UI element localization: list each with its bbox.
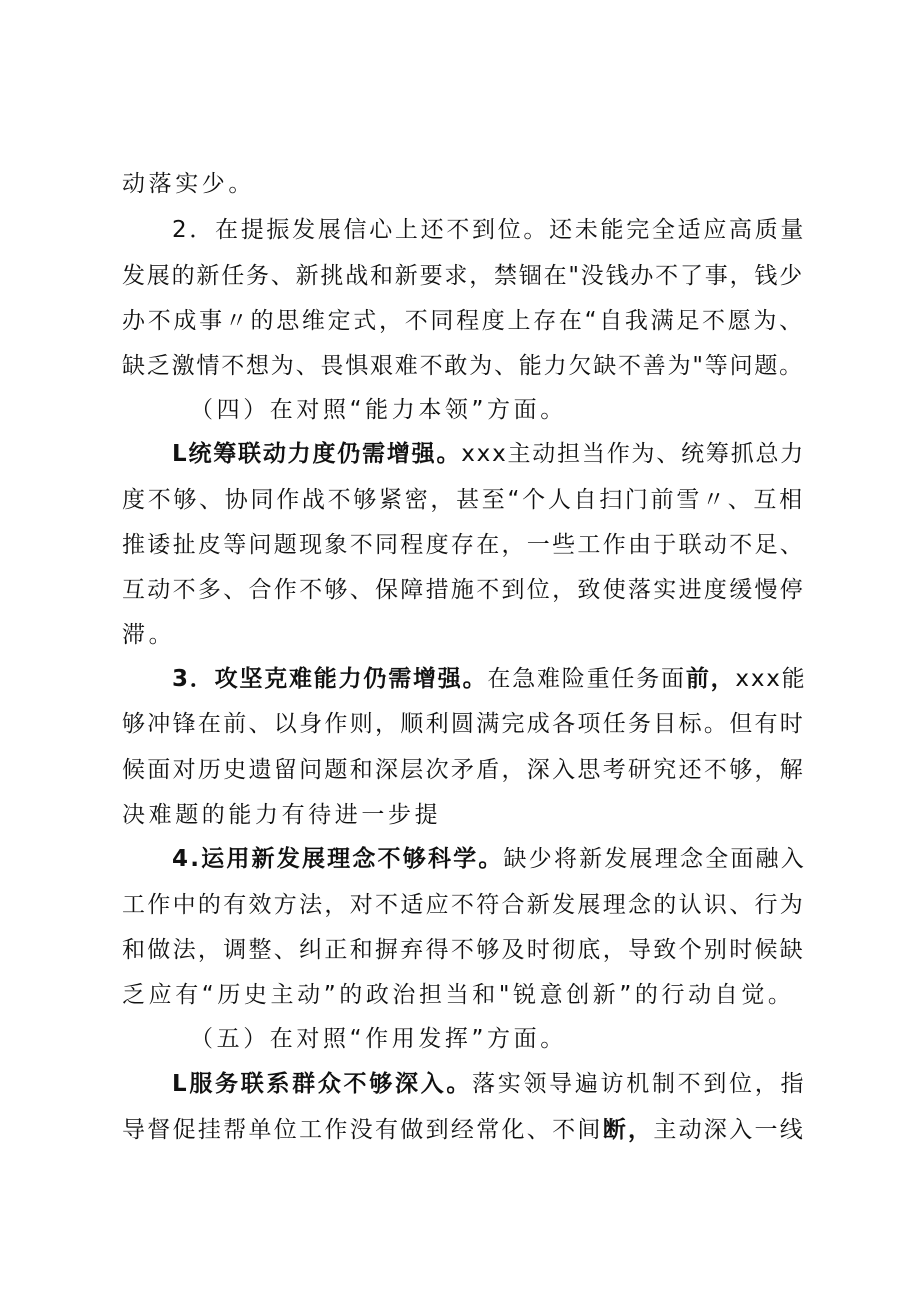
item-title: 3．攻坚克难能力仍需增强。 (172, 666, 488, 692)
text-line: 滞。 (122, 622, 176, 648)
text-line: 度不够、协同作战不够紧密，甚至“个人自扫门前雪〃、互相 (122, 487, 805, 513)
bold-text: 前， (685, 666, 736, 692)
text-line: 够冲锋在前、以身作则，顺利圆满完成各项任务目标。但有时 (122, 711, 806, 737)
text-line: 在急难险重任务面 (487, 666, 686, 692)
paragraph-item-1-line-1 (172, 439, 806, 469)
text-line: 2．在提振发展信心上还不到位。还未能完全适应高质量 (172, 217, 807, 243)
section-heading-4 (190, 395, 790, 425)
text-line: 动落实少。 (122, 171, 255, 197)
paragraph-item-4-line-1 (172, 844, 806, 874)
text-line: 缺少将新发展理念全面融入 (503, 846, 806, 872)
item-title: L统筹联动力度仍需增强。 (172, 441, 462, 467)
text-line: 工作中的有效方法，对不适应不符合新发展理念的认识、行为 (122, 892, 806, 918)
paragraph-continuation (122, 169, 802, 199)
text-line: 推诿扯皮等问题现象不同程度存在，一些工作由于联动不足、 (122, 532, 806, 558)
paragraph-item-3-line-4 (122, 800, 802, 830)
text-line: 导督促挂帮单位工作没有做到经常化、不间 (122, 1117, 603, 1143)
paragraph-item-2-line-1 (172, 215, 807, 245)
paragraph-item-3-line-2 (122, 709, 806, 739)
paragraph-item-5-line-2 (122, 1115, 806, 1145)
text-line: 落实领导遍访机制不到位，指 (472, 1071, 807, 1097)
paragraph-item-4-line-4 (122, 980, 802, 1010)
paragraph-item-2-line-4 (122, 351, 802, 381)
text-line: 主动深入一线 (653, 1117, 806, 1143)
heading-text: （四）在对照“能力本领”方面。 (190, 397, 567, 423)
bold-text: 断， (602, 1117, 654, 1143)
paragraph-item-3-line-3 (122, 755, 806, 785)
text-line: xxx主动担当作为、统筹抓总力 (461, 441, 806, 467)
text-line: 候面对历史遗留问题和深层次矛盾，深入思考研究还不够，解 (122, 757, 806, 783)
heading-text: （五）在对照“作用发挥”方面。 (190, 1026, 567, 1052)
paragraph-item-1-line-2 (122, 485, 805, 515)
paragraph-item-1-line-4 (122, 575, 806, 605)
text-line: 缺乏激情不想为、畏惧艰难不敢为、能力欠缺不善为"等问题。 (122, 353, 804, 379)
item-title: L服务联系群众不够深入。 (172, 1071, 473, 1097)
text-line: 发展的新任务、新挑战和新要求，禁锢在"没钱办不了事，钱少 (122, 263, 804, 289)
paragraph-item-3-line-1 (172, 664, 807, 694)
paragraph-item-1-line-5 (122, 620, 802, 650)
paragraph-item-4-line-3 (122, 935, 806, 965)
paragraph-item-1-line-3 (122, 530, 806, 560)
paragraph-item-5-line-1 (172, 1069, 807, 1099)
paragraph-item-4-line-2 (122, 890, 806, 920)
paragraph-item-2-line-2 (122, 261, 802, 291)
text-line: xxx能 (735, 666, 807, 692)
text-line: 决难题的能力有待进一步提 (122, 802, 442, 828)
text-line: 互动不多、合作不够、保障措施不到位，致使落实进度缓慢停 (122, 577, 806, 603)
text-line: 办不成事〃的思维定式，不同程度上存在“自我满足不愿为、 (122, 308, 805, 334)
text-line: 乏应有“历史主动”的政治担当和"锐意创新”的行动自觉。 (122, 982, 795, 1008)
item-title: 4.运用新发展理念不够科学。 (172, 846, 504, 872)
paragraph-item-2-line-3 (122, 306, 805, 336)
section-heading-5 (190, 1024, 790, 1054)
text-line: 和做法，调整、纠正和摒弃得不够及时彻底，导致个别时候缺 (122, 937, 806, 963)
